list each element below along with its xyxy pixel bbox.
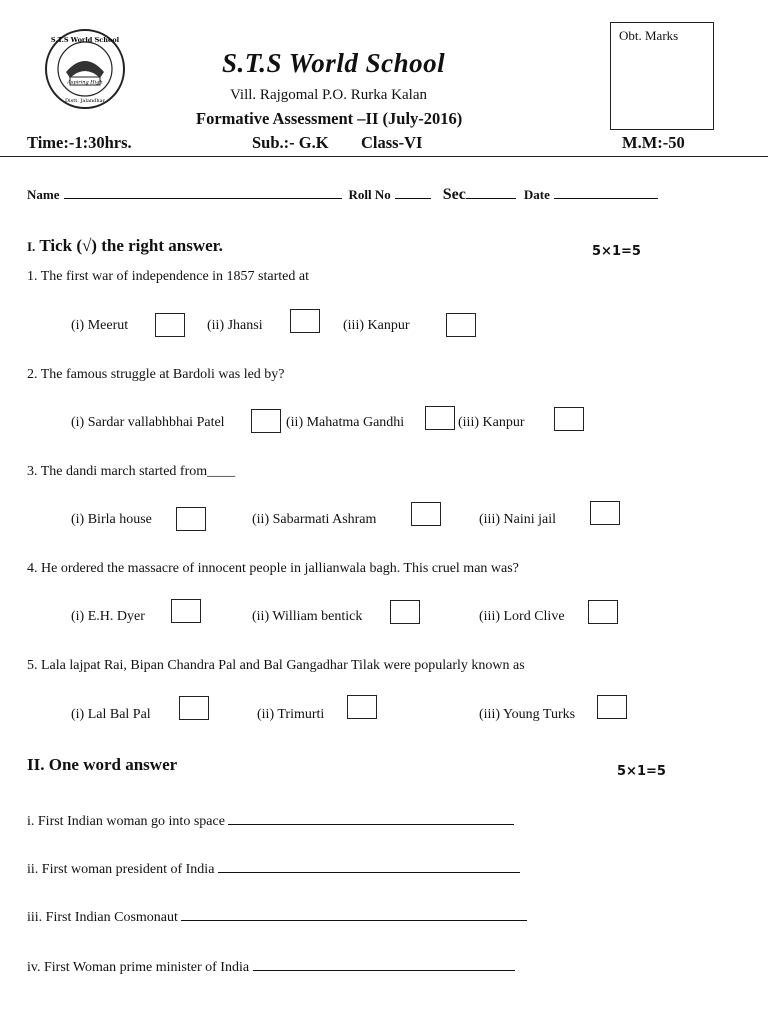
section2-score: 5×1=5 [617, 764, 666, 779]
one-word-answer-4-blank[interactable] [253, 958, 515, 971]
section1-score: 5×1=5 [592, 244, 641, 259]
svg-text:S.T.S World School: S.T.S World School [50, 36, 120, 44]
question-5: 5. Lala lajpat Rai, Bipan Chandra Pal and Bal Gangadhar Tilak were popularly known as [27, 658, 525, 673]
q3-option-2: (ii) Sabarmati Ashram [252, 512, 377, 527]
q2-option-3: (iii) Kanpur [458, 415, 525, 430]
one-word-answer-3-blank[interactable] [181, 908, 527, 921]
q3-option-3-checkbox[interactable] [590, 501, 620, 525]
q2-option-1-checkbox[interactable] [251, 409, 281, 433]
q4-option-3-checkbox[interactable] [588, 600, 618, 624]
obtained-marks-box[interactable] [610, 22, 714, 130]
q4-option-2: (ii) William bentick [252, 609, 363, 624]
section1-heading [27, 236, 223, 256]
q5-option-2: (ii) Trimurti [257, 707, 325, 722]
q3-option-3: (iii) Naini jail [479, 512, 556, 527]
question-1: 1. The first war of independence in 1857 started at [27, 269, 309, 284]
q1-option-2-checkbox[interactable] [290, 309, 320, 333]
svg-text:Aspiring High: Aspiring High [67, 79, 103, 86]
school-name: S.T.S World School [222, 48, 446, 78]
one-word-question-2-text: ii. First woman president of India [27, 862, 215, 877]
exam-class: Class-VI [361, 133, 423, 152]
question-3: 3. The dandi march started from____ [27, 464, 236, 479]
q5-option-2-checkbox[interactable] [347, 695, 377, 719]
svg-text:Distt. Jalandhar: Distt. Jalandhar [65, 98, 105, 104]
question-4: 4. He ordered the massacre of innocent people in jallianwala bagh. This cruel man was? [27, 561, 519, 576]
one-word-answer-1-blank[interactable] [228, 812, 514, 825]
one-word-question-4-text: iv. First Woman prime minister of India [27, 960, 250, 975]
max-marks: M.M:-50 [622, 133, 685, 152]
q1-option-1: (i) Meerut [71, 318, 129, 333]
one-word-question-1-text: i. First Indian woman go into space [27, 814, 225, 829]
q2-option-3-checkbox[interactable] [554, 407, 584, 431]
section1-numeral: I. [27, 239, 36, 254]
one-word-answer-2-blank[interactable] [218, 860, 520, 873]
one-word-question-3 [27, 908, 527, 926]
sec-blank[interactable] [466, 186, 516, 199]
q3-option-2-checkbox[interactable] [411, 502, 441, 526]
one-word-question-4 [27, 958, 515, 976]
q4-option-1-checkbox[interactable] [171, 599, 201, 623]
question-2: 2. The famous struggle at Bardoli was led by? [27, 367, 285, 382]
section1-title: Tick (√) the right answer. [39, 236, 223, 255]
q5-option-1: (i) Lal Bal Pal [71, 707, 151, 722]
one-word-question-2 [27, 860, 520, 878]
sec-label: Sec [442, 186, 466, 203]
q1-option-3-checkbox[interactable] [446, 313, 476, 337]
assessment-title: Formative Assessment –II (July-2016) [196, 109, 463, 128]
q4-option-3: (iii) Lord Clive [479, 609, 565, 624]
q2-option-1: (i) Sardar vallabhbhai Patel [71, 415, 225, 430]
student-info-row [27, 186, 658, 204]
q5-option-1-checkbox[interactable] [179, 696, 209, 720]
header-divider [0, 156, 768, 157]
q1-option-3: (iii) Kanpur [343, 318, 410, 333]
date-blank[interactable] [554, 186, 658, 199]
q4-option-2-checkbox[interactable] [390, 600, 420, 624]
one-word-question-3-text: iii. First Indian Cosmonaut [27, 910, 178, 925]
name-blank[interactable] [64, 186, 342, 199]
school-address: Vill. Rajgomal P.O. Rurka Kalan [230, 87, 427, 103]
date-label: Date [523, 187, 550, 202]
q3-option-1: (i) Birla house [71, 512, 152, 527]
one-word-question-1 [27, 812, 514, 830]
q1-option-2: (ii) Jhansi [207, 318, 263, 333]
roll-label: Roll No [348, 187, 391, 202]
section2-title: II. One word answer [27, 755, 178, 774]
exam-time: Time:-1:30hrs. [27, 133, 132, 152]
q2-option-2: (ii) Mahatma Gandhi [286, 415, 405, 430]
exam-subject: Sub.:- G.K [252, 133, 329, 152]
roll-blank[interactable] [395, 186, 431, 199]
q4-option-1: (i) E.H. Dyer [71, 609, 145, 624]
obtained-marks-label: Obt. Marks [619, 28, 679, 43]
name-label: Name [27, 187, 60, 202]
q1-option-1-checkbox[interactable] [155, 313, 185, 337]
q5-option-3-checkbox[interactable] [597, 695, 627, 719]
q2-option-2-checkbox[interactable] [425, 406, 455, 430]
q3-option-1-checkbox[interactable] [176, 507, 206, 531]
q5-option-3: (iii) Young Turks [479, 707, 576, 722]
school-logo [44, 28, 126, 110]
